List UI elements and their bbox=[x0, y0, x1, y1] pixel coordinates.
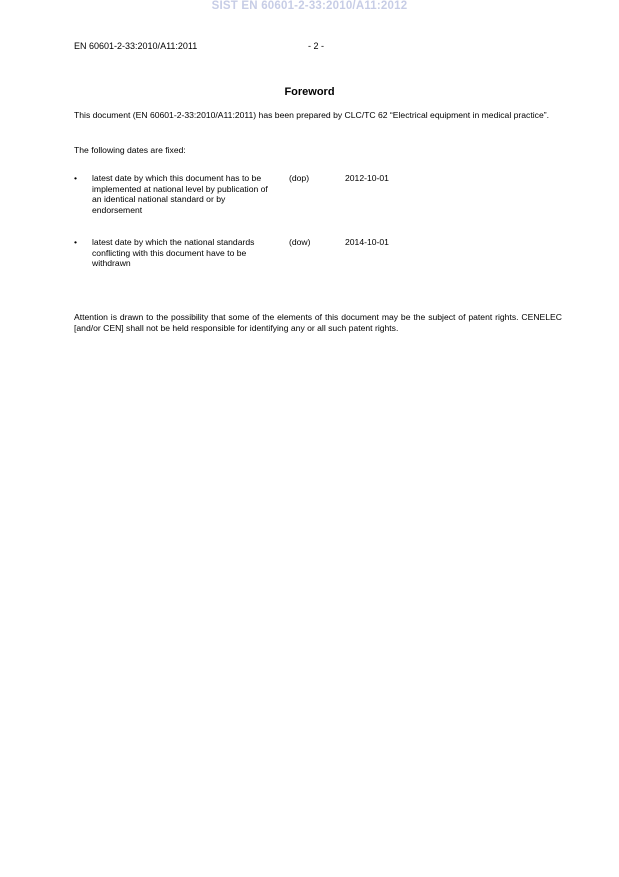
date-description: latest date by which this document has to be implemented at national level by publication of an identical national standard or by endorsement bbox=[92, 173, 268, 215]
patent-attention-paragraph: Attention is drawn to the possibility that some of the elements of this document may be the subject of patent rights. CENELEC [and/or CEN] shall not be held responsible for identifying any or all such patent rights. bbox=[74, 312, 562, 333]
date-description: latest date by which the national standards conflicting with this document have to be withdrawn bbox=[92, 237, 255, 268]
document-id-header: EN 60601-2-33:2010/A11:2011 bbox=[74, 41, 198, 51]
date-code: (dop) bbox=[289, 173, 310, 183]
page-number: - 2 - bbox=[308, 41, 325, 51]
section-title: Foreword bbox=[284, 86, 335, 98]
date-value: 2014-10-01 bbox=[345, 237, 389, 247]
date-value: 2012-10-01 bbox=[345, 173, 389, 183]
date-code: (dow) bbox=[289, 237, 311, 247]
bullet-icon: • bbox=[74, 173, 78, 183]
dates-intro: The following dates are fixed: bbox=[74, 145, 186, 155]
bullet-icon: • bbox=[74, 237, 78, 247]
watermark-text: SIST EN 60601-2-33:2010/A11:2012 bbox=[211, 0, 408, 12]
intro-paragraph: This document (EN 60601-2-33:2010/A11:2011) has been prepared by CLC/TC 62 “Electrical equipment in medical practice”. bbox=[74, 110, 549, 120]
